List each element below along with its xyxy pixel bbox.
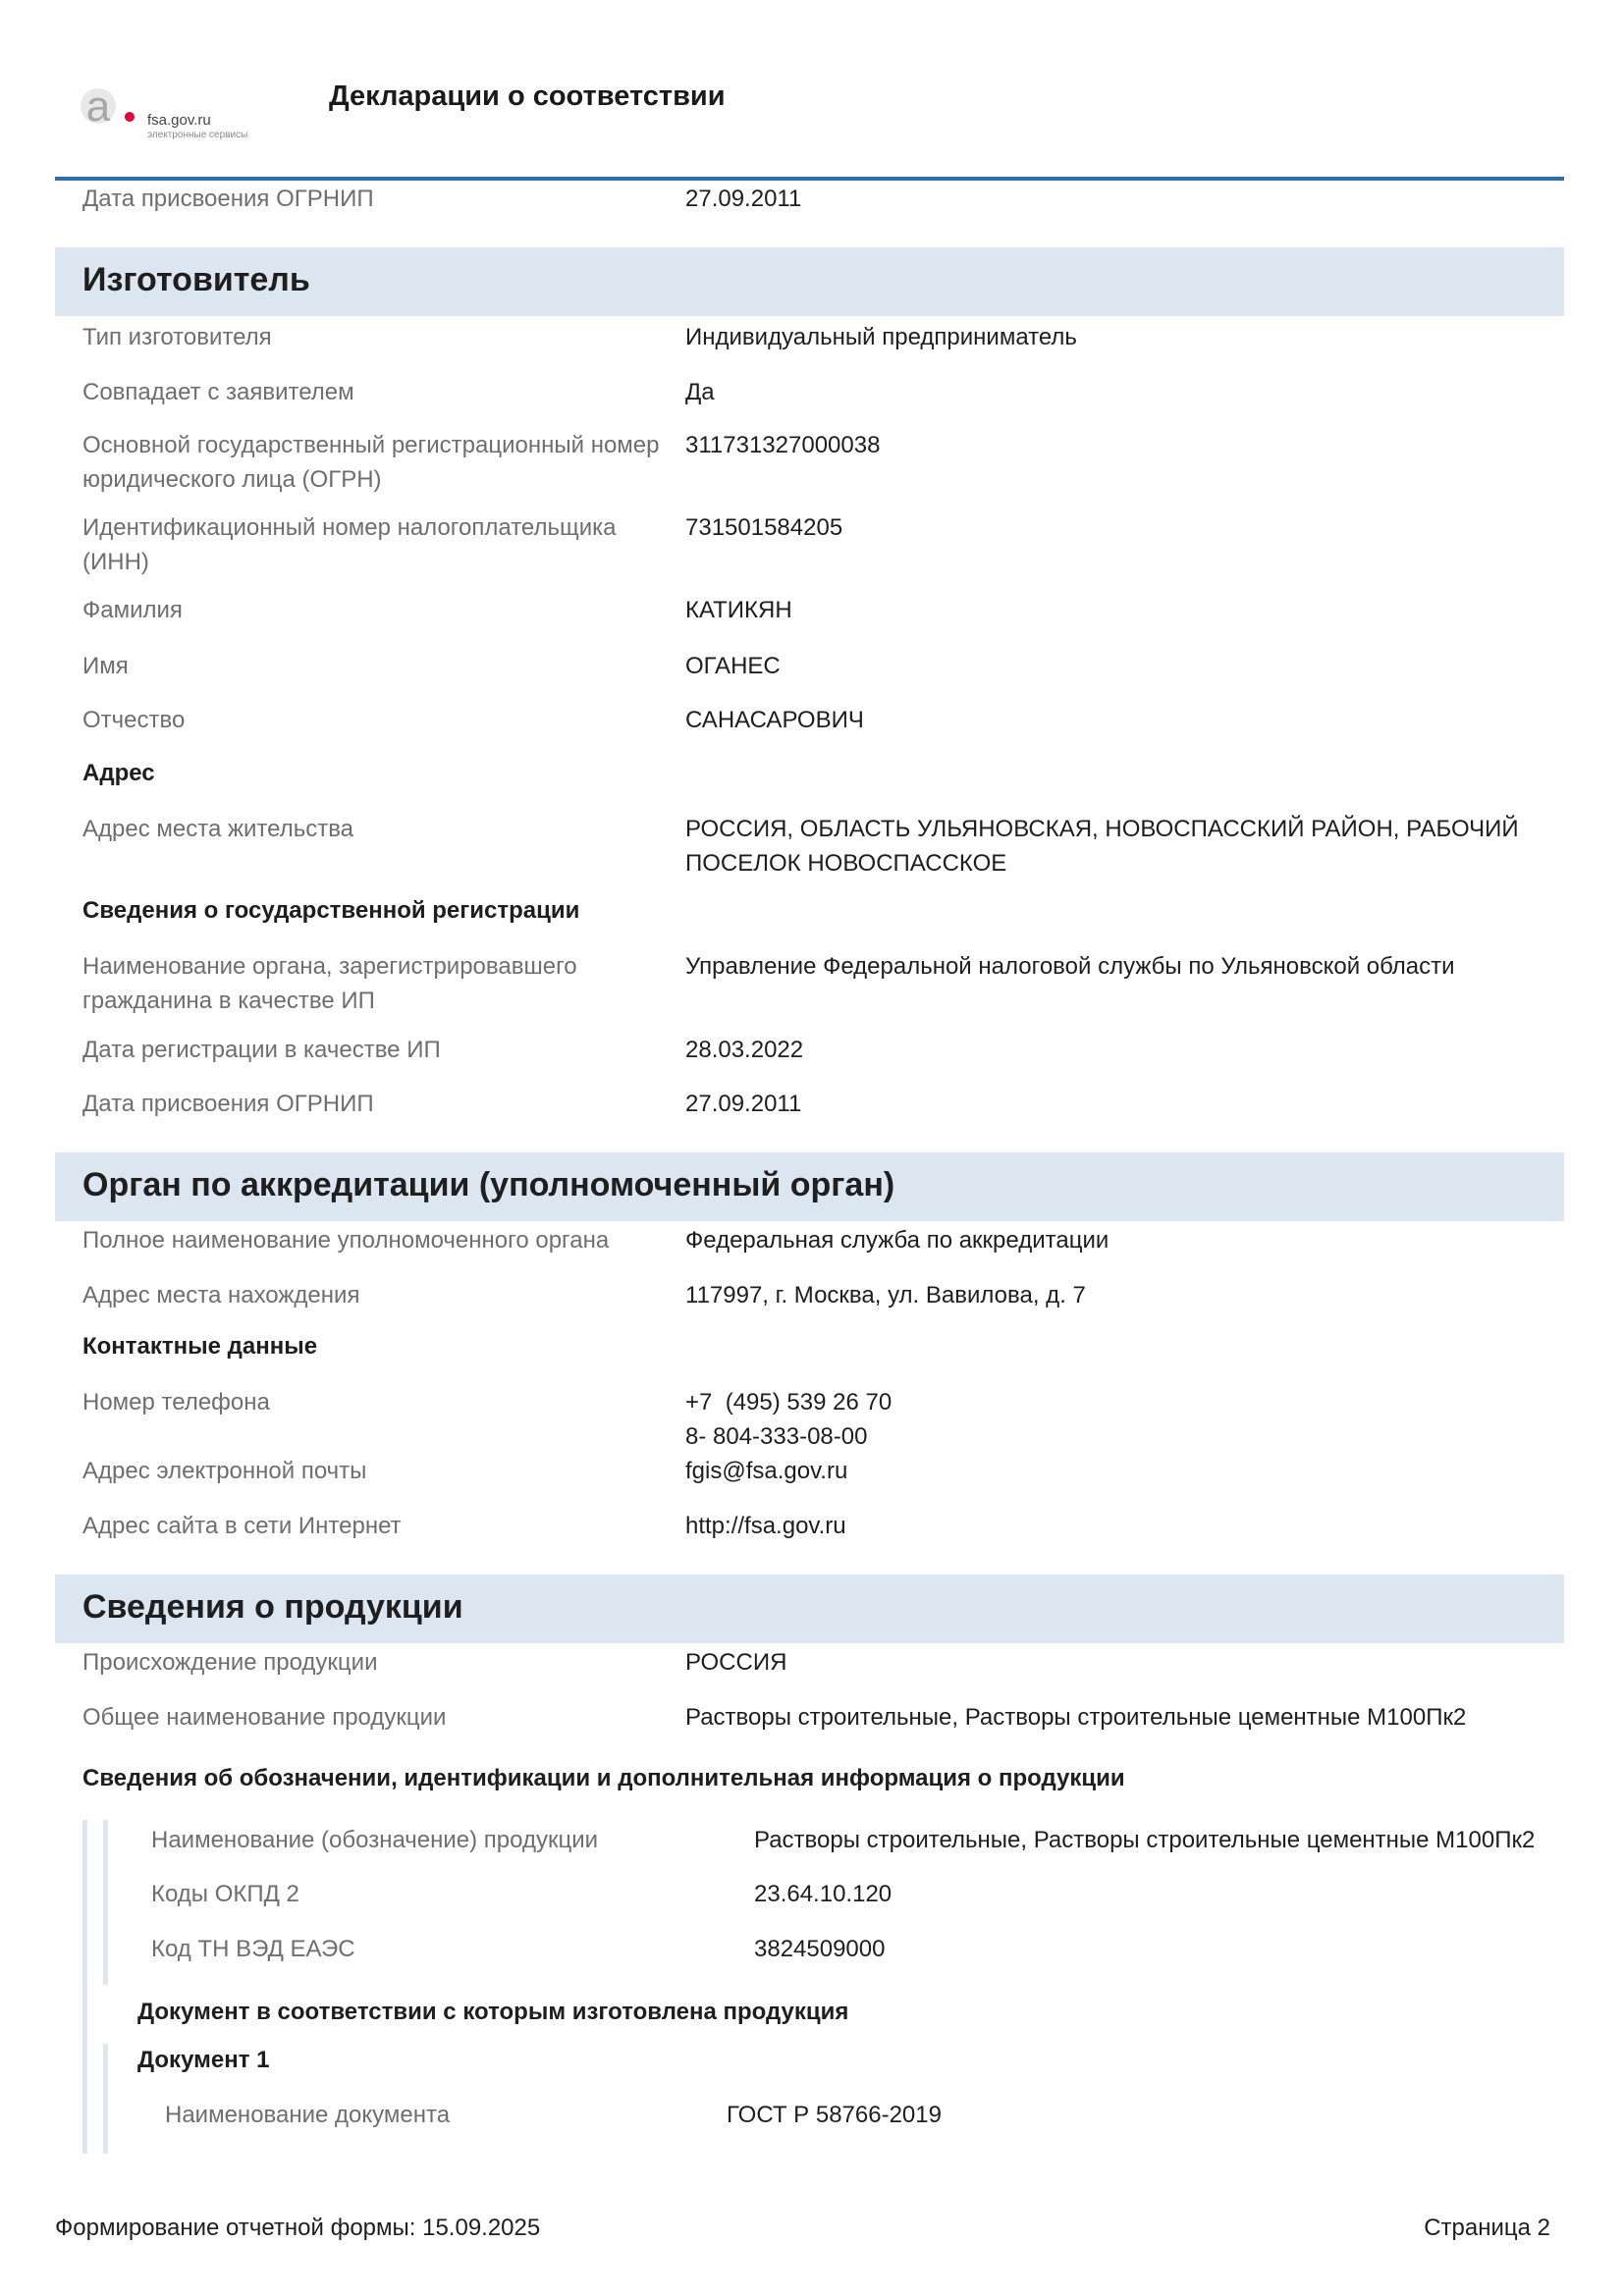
field-value: РОССИЯ, ОБЛАСТЬ УЛЬЯНОВСКАЯ, НОВОСПАССКИЙ РАЙОН, РАБОЧИЙ ПОСЕЛОК НОВОСПАССКОЕ <box>685 816 1519 877</box>
section-title: Сведения о продукции <box>82 1588 463 1626</box>
field-label: Адрес места жительства <box>82 816 354 842</box>
svg-text:а: а <box>85 82 111 131</box>
field-label: Происхождение продукции <box>82 1649 378 1676</box>
field-label: Дата присвоения ОГРНИП <box>82 1091 374 1117</box>
section-header-product <box>55 1575 1564 1643</box>
field-value: ГОСТ Р 58766-2019 <box>727 2102 942 2128</box>
field-label: Дата регистрации в качестве ИП <box>82 1037 441 1063</box>
field-value: 3824509000 <box>754 1936 886 1962</box>
field-label: Дата присвоения ОГРНИП <box>82 186 374 212</box>
subsection-heading: Контактные данные <box>82 1333 318 1360</box>
subsection-heading: Адрес <box>82 760 155 786</box>
field-value: 731501584205 <box>685 514 843 541</box>
field-value: 27.09.2011 <box>685 1091 802 1117</box>
section-header-manufacturer <box>55 247 1564 316</box>
field-label: Общее наименование продукции <box>82 1704 447 1731</box>
field-label: Код ТН ВЭД ЕАЭС <box>151 1936 355 1962</box>
field-label: Тип изготовителя <box>82 324 272 350</box>
logo-subtitle: электронные сервисы <box>147 130 248 140</box>
field-value: Растворы строительные, Растворы строительные цементные М100Пк2 <box>754 1827 1536 1853</box>
field-label: Наименование органа, зарегистрировавшего гражданина в качестве ИП <box>82 953 577 1014</box>
field-label: Номер телефона <box>82 1389 270 1415</box>
subsection-heading: Документ в соответствии с которым изготовлена продукция <box>137 1999 849 2025</box>
field-label: Адрес сайта в сети Интернет <box>82 1513 402 1539</box>
field-label: Фамилия <box>82 597 183 623</box>
subsection-heading: Сведения о государственной регистрации <box>82 897 580 924</box>
field-value: 28.03.2022 <box>685 1037 804 1063</box>
field-label: Имя <box>82 653 129 679</box>
website-link[interactable]: http://fsa.gov.ru <box>685 1513 846 1539</box>
logo-text: fsa.gov.ru <box>147 112 211 129</box>
field-value: 23.64.10.120 <box>754 1881 893 1907</box>
footer-page-number: Страница 2 <box>1424 2215 1550 2241</box>
section-title: Орган по аккредитации (уполномоченный орган) <box>82 1166 895 1203</box>
field-label: Совпадает с заявителем <box>82 379 354 405</box>
field-value: 27.09.2011 <box>685 186 802 212</box>
field-value: 311731327000038 <box>685 432 881 458</box>
field-label: Адрес электронной почты <box>82 1458 367 1484</box>
field-label: Наименование (обозначение) продукции <box>151 1827 599 1853</box>
field-value: Индивидуальный предприниматель <box>685 324 1077 350</box>
phone-number-1: +7 (495) 539 26 70 <box>685 1389 893 1415</box>
section-title: Изготовитель <box>82 261 310 298</box>
subsection-heading: Сведения об обозначении, идентификации и дополнительная информация о продукции <box>82 1765 1125 1791</box>
field-value: Федеральная служба по аккредитации <box>685 1227 1109 1254</box>
header-divider <box>55 177 1564 181</box>
field-value: САНАСАРОВИЧ <box>685 707 864 733</box>
field-value: 117997, г. Москва, ул. Вавилова, д. 7 <box>685 1282 1086 1308</box>
field-label: Наименование документа <box>165 2102 451 2128</box>
field-value: РОССИЯ <box>685 1649 787 1676</box>
subsection-heading: Документ 1 <box>137 2047 270 2073</box>
page-title: Декларации о соответствии <box>329 80 726 112</box>
field-label: Отчество <box>82 707 186 733</box>
field-label: Основной государственный регистрационный номер юридического лица (ОГРН) <box>82 432 660 493</box>
indent-bar <box>103 2044 108 2154</box>
phone-number-2: 8- 804-333-08-00 <box>685 1423 868 1450</box>
footer-generated-date: Формирование отчетной формы: 15.09.2025 <box>55 2215 541 2241</box>
field-value: Растворы строительные, Растворы строительные цементные М100Пк2 <box>685 1704 1467 1731</box>
field-value: ОГАНЕС <box>685 653 781 679</box>
field-label: Полное наименование уполномоченного органа <box>82 1227 610 1254</box>
field-value: Управление Федеральной налоговой службы по Ульяновской области <box>685 953 1455 980</box>
field-value: КАТИКЯН <box>685 597 792 623</box>
email-link[interactable]: fgis@fsa.gov.ru <box>685 1458 848 1484</box>
field-value <box>685 1385 1549 1454</box>
field-value: Да <box>685 379 715 405</box>
section-header-accreditation <box>55 1152 1564 1221</box>
indent-bar <box>103 1820 108 1985</box>
field-label: Адрес места нахождения <box>82 1282 360 1308</box>
field-label: Идентификационный номер налогоплательщика (ИНН) <box>82 514 617 575</box>
indent-bar <box>82 1820 87 2154</box>
field-label: Коды ОКПД 2 <box>151 1881 299 1907</box>
